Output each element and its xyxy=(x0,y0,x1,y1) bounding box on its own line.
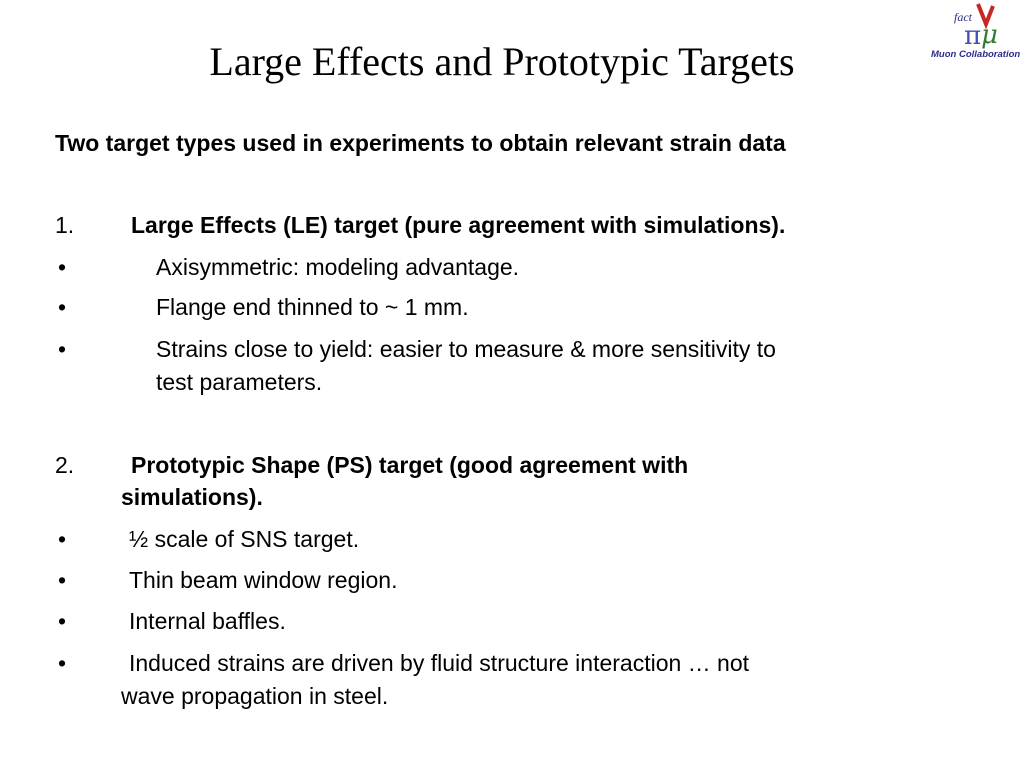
logo-text-bottom: Muon Collaboration xyxy=(931,49,1021,60)
logo-text-top: fact xyxy=(954,10,972,24)
bullet-text-continuation: wave propagation in steel. xyxy=(121,683,389,709)
section-heading-continuation: simulations). xyxy=(121,484,263,510)
logo-graphic xyxy=(926,2,1024,64)
logo-mu-mark: μ xyxy=(981,20,998,50)
bullet-text: ½ scale of SNS target. xyxy=(129,526,360,552)
bullet-marker: • xyxy=(58,294,67,320)
bullet-text-continuation: test parameters. xyxy=(156,369,323,395)
muon-collaboration-logo xyxy=(926,2,1024,64)
bullet-marker: • xyxy=(58,254,67,280)
bullet-marker: • xyxy=(58,650,67,676)
bullet-marker: • xyxy=(58,526,67,552)
slide-title: Large Effects and Prototypic Targets xyxy=(209,39,795,84)
bullet-text: Strains close to yield: easier to measure & more sensitivity to xyxy=(156,336,776,362)
bullet-text: Induced strains are driven by fluid structure interaction … not xyxy=(129,650,750,676)
bullet-text: Flange end thinned to ~ 1 mm. xyxy=(156,294,469,320)
bullet-marker: • xyxy=(58,608,67,634)
section-number: 2. xyxy=(55,452,75,478)
bullet-text: Internal baffles. xyxy=(129,608,286,634)
section-heading: Prototypic Shape (PS) target (good agreement with xyxy=(131,452,689,478)
bullet-text: Axisymmetric: modeling advantage. xyxy=(156,254,520,280)
section-heading: Large Effects (LE) target (pure agreement with simulations). xyxy=(131,212,786,238)
section-number: 1. xyxy=(55,212,75,238)
logo-pi-mark: π xyxy=(964,21,982,51)
bullet-marker: • xyxy=(58,336,67,362)
bullet-marker: • xyxy=(58,567,67,593)
slide-subheading: Two target types used in experiments to obtain relevant strain data xyxy=(55,130,786,156)
bullet-text: Thin beam window region. xyxy=(129,567,398,593)
